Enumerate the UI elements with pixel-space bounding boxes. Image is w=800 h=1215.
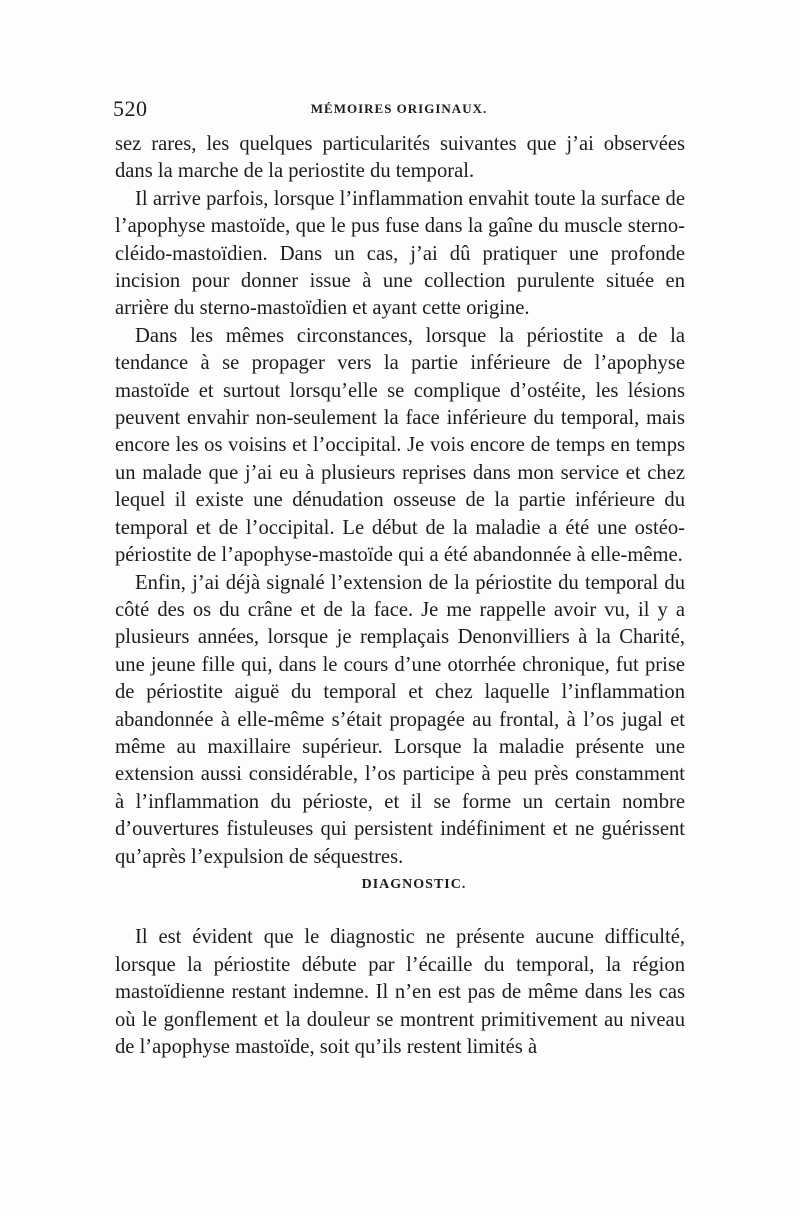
- paragraph: Il est évident que le diagnostic ne présente aucune difficulté, lorsque la périostite débute par l’écaille du temporal, la région mastoïdienne restant indemne. Il n’en est pas de même dans les cas où le gonflement et la douleur se montrent primitivement au niveau de l’apophyse mastoïde, soit qu’ils restent limités à: [115, 926, 685, 1058]
- page-number: 520: [113, 96, 148, 121]
- paragraph-continued: sez rares, les quelques particularités suivantes que j’ai observées dans la marche de la periostite du temporal.: [115, 133, 685, 183]
- page-header: [113, 96, 685, 126]
- heading-spacer: [115, 898, 685, 924]
- paragraph: Enfin, j’ai déjà signalé l’extension de la périostite du temporal du côté des os du crâne et de la face. Je me rappelle avoir vu, il y a plusieurs années, lorsque je remplaçais Denonvilliers à la Charité, une jeune fille qui, dans le cours d’une otorrhée chronique, fut prise de périostite aiguë du temporal et chez laquelle l’inflammation abandonnée à elle-même s’était propagée au frontal, à l’os jugal et même au maxillaire supérieur. Lorsque la maladie présente une extension aussi considérable, l’os participe à peu près constamment à l’inflammation du périoste, et il se forme un certain nombre d’ouvertures fistuleuses qui persistent indéfiniment et ne guérissent qu’après l’expulsion de séquestres.: [115, 571, 685, 868]
- body-text: [115, 131, 685, 1061]
- running-head: MÉMOIRES ORIGINAUX.: [310, 101, 488, 116]
- paragraph: Il arrive parfois, lorsque l’inflammation envahit toute la surface de l’apophyse mastoïde, que le pus fuse dans la gaîne du muscle sterno-cléido-mastoïdien. Dans un cas, j’ai dû pratiquer une profonde incision pour donner issue à une collection purulente située en arrière du sterno-mastoïdien et ayant cette origine.: [115, 187, 685, 320]
- paragraph: Dans les mêmes circonstances, lorsque la périostite a de la tendance à se propager vers la partie inférieure de l’apophyse mastoïde et surtout lorsqu’elle se complique d’ostéite, les lésions peuvent envahir non-seulement la face inférieure du temporal, mais encore les os voisins et l’occipital. Je vois encore de temps en temps un malade que j’ai eu à plusieurs reprises dans mon service et chez lequel il existe une dénudation osseuse de la partie inférieure du temporal et de l’occipital. Le début de la maladie a été une ostéo-périostite de l’apophyse-mastoïde qui a été abandonnée à elle-même.: [115, 324, 685, 567]
- section-heading-diagnostic: DIAGNOSTIC.: [361, 876, 467, 892]
